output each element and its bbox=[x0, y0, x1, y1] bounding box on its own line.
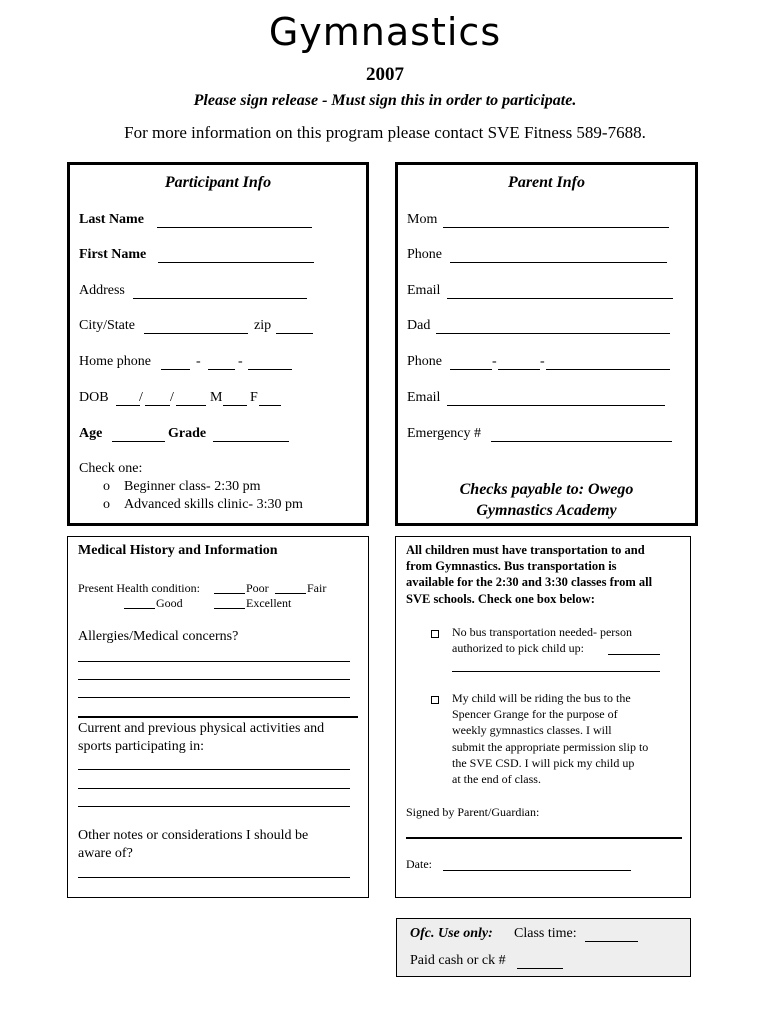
dob-year-field[interactable] bbox=[176, 405, 206, 406]
checks-payable-line-1: Checks payable to: Owego bbox=[459, 481, 634, 498]
bus-line-4: submit the appropriate permission slip to bbox=[452, 740, 649, 754]
transport-intro-line-1: All children must have transportation to and bbox=[406, 543, 645, 557]
medical-heading: Medical History and Information bbox=[78, 543, 278, 558]
dad-label: Dad bbox=[407, 318, 431, 333]
dob-day-field[interactable] bbox=[145, 405, 170, 406]
health-poor-label: Poor bbox=[246, 581, 269, 595]
activities-line-2[interactable] bbox=[78, 788, 350, 789]
option-beginner-bullet[interactable]: o bbox=[103, 479, 110, 494]
age-field[interactable] bbox=[112, 441, 165, 442]
home-phone-label: Home phone bbox=[79, 354, 151, 369]
present-health-label: Present Health condition: bbox=[78, 581, 200, 595]
transport-intro-line-3: available for the 2:30 and 3:30 classes from all bbox=[406, 575, 653, 589]
home-phone-line-field[interactable] bbox=[248, 369, 292, 370]
emergency-label: Emergency # bbox=[407, 426, 481, 441]
home-phone-area-field[interactable] bbox=[161, 369, 190, 370]
activities-label-line-2: sports participating in: bbox=[78, 739, 204, 754]
mom-email-field[interactable] bbox=[447, 298, 673, 299]
participant-info-heading: Participant Info bbox=[164, 174, 272, 191]
participant-info-box bbox=[67, 162, 369, 526]
option-beginner-label: Beginner class- 2:30 pm bbox=[124, 479, 261, 494]
health-fair-field[interactable] bbox=[275, 593, 306, 594]
checks-payable-line-2: Gymnastics Academy bbox=[476, 502, 617, 519]
dad-email-label: Email bbox=[407, 390, 441, 405]
grade-field[interactable] bbox=[213, 441, 289, 442]
dad-phone-prefix-field[interactable] bbox=[498, 369, 540, 370]
mom-phone-field[interactable] bbox=[450, 262, 667, 263]
dob-label: DOB bbox=[79, 390, 109, 405]
medical-history-box bbox=[67, 536, 369, 898]
home-phone-dash-1: - bbox=[196, 354, 201, 369]
other-notes-line-1[interactable] bbox=[78, 877, 350, 878]
dob-slash-1: / bbox=[139, 390, 143, 405]
age-label: Age bbox=[79, 426, 103, 441]
date-field[interactable] bbox=[443, 870, 631, 871]
check-one-label: Check one: bbox=[79, 461, 143, 476]
female-label: F bbox=[250, 390, 258, 405]
home-phone-dash-2: - bbox=[238, 354, 243, 369]
dad-email-field[interactable] bbox=[447, 405, 665, 406]
release-notice: Please sign release - Must sign this in order to participate. bbox=[193, 92, 577, 109]
mom-field[interactable] bbox=[443, 227, 669, 228]
other-notes-label-line-1: Other notes or considerations I should be bbox=[78, 828, 309, 843]
dad-phone-label: Phone bbox=[407, 354, 442, 369]
transportation-box bbox=[395, 536, 691, 898]
date-label: Date: bbox=[406, 857, 432, 871]
signed-by-label: Signed by Parent/Guardian: bbox=[406, 805, 540, 819]
no-bus-checkbox[interactable] bbox=[431, 630, 439, 638]
zip-field[interactable] bbox=[276, 333, 313, 334]
form-year: 2007 bbox=[366, 64, 404, 85]
option-advanced-bullet[interactable]: o bbox=[103, 497, 110, 512]
allergies-label: Allergies/Medical concerns? bbox=[78, 629, 239, 644]
paid-label: Paid cash or ck # bbox=[410, 953, 506, 968]
office-use-box bbox=[396, 918, 691, 977]
bus-line-5: the SVE CSD. I will pick my child up bbox=[452, 756, 635, 770]
option-advanced-label: Advanced skills clinic- 3:30 pm bbox=[124, 497, 303, 512]
dad-field[interactable] bbox=[436, 333, 670, 334]
first-name-field[interactable] bbox=[158, 262, 314, 263]
city-state-label: City/State bbox=[79, 318, 135, 333]
health-excellent-field[interactable] bbox=[214, 608, 245, 609]
address-field[interactable] bbox=[133, 298, 307, 299]
bus-line-6: at the end of class. bbox=[452, 772, 541, 786]
parent-info-heading: Parent Info bbox=[508, 174, 585, 191]
allergies-line-1[interactable] bbox=[78, 661, 350, 662]
grade-label: Grade bbox=[168, 426, 207, 441]
activities-line-1[interactable] bbox=[78, 769, 350, 770]
bus-line-3: weekly gymnastics classes. I will bbox=[452, 723, 612, 737]
allergies-line-3[interactable] bbox=[78, 697, 350, 698]
dad-phone-dash-1: - bbox=[492, 354, 497, 369]
mom-email-label: Email bbox=[407, 283, 441, 298]
city-state-field[interactable] bbox=[144, 333, 248, 334]
health-good-field[interactable] bbox=[124, 608, 155, 609]
parent-info-box bbox=[395, 162, 698, 526]
bus-line-1: My child will be riding the bus to the bbox=[452, 691, 631, 705]
bus-line-2: Spencer Grange for the purpose of bbox=[452, 707, 618, 721]
other-notes-label-line-2: aware of? bbox=[78, 846, 133, 861]
no-bus-line-1: No bus transportation needed- person bbox=[452, 625, 632, 639]
dob-slash-2: / bbox=[170, 390, 174, 405]
mom-label: Mom bbox=[407, 212, 438, 227]
health-poor-field[interactable] bbox=[214, 593, 245, 594]
zip-label: zip bbox=[254, 318, 272, 333]
dad-phone-area-field[interactable] bbox=[450, 369, 492, 370]
last-name-label: Last Name bbox=[79, 212, 144, 227]
first-name-label: First Name bbox=[79, 247, 147, 262]
no-bus-line-2: authorized to pick child up: bbox=[452, 641, 584, 655]
female-field[interactable] bbox=[259, 405, 281, 406]
class-time-field[interactable] bbox=[585, 941, 638, 942]
activities-label-line-1: Current and previous physical activities and bbox=[78, 721, 325, 736]
transport-intro-line-2: from Gymnastics. Bus transportation is bbox=[406, 559, 617, 573]
home-phone-prefix-field[interactable] bbox=[208, 369, 235, 370]
activities-line-3[interactable] bbox=[78, 806, 350, 807]
form-title: Gymnastics bbox=[268, 10, 502, 54]
health-excellent-label: Excellent bbox=[246, 596, 292, 610]
transport-intro-line-4: SVE schools. Check one box below: bbox=[406, 592, 595, 606]
dad-phone-line-field[interactable] bbox=[546, 369, 670, 370]
mom-phone-label: Phone bbox=[407, 247, 442, 262]
emergency-field[interactable] bbox=[491, 441, 672, 442]
dob-month-field[interactable] bbox=[116, 405, 140, 406]
pickup-person-field-1[interactable] bbox=[608, 654, 660, 655]
allergies-separator bbox=[78, 716, 358, 718]
allergies-line-2[interactable] bbox=[78, 679, 350, 680]
pickup-person-field-2[interactable] bbox=[452, 671, 660, 672]
office-use-label: Ofc. Use only: bbox=[410, 926, 493, 941]
signature-field[interactable] bbox=[406, 837, 682, 839]
last-name-field[interactable] bbox=[157, 227, 312, 228]
male-field[interactable] bbox=[223, 405, 247, 406]
address-label: Address bbox=[79, 283, 125, 298]
male-label: M bbox=[210, 390, 223, 405]
health-good-label: Good bbox=[156, 596, 183, 610]
health-fair-label: Fair bbox=[307, 581, 327, 595]
paid-field[interactable] bbox=[517, 968, 563, 969]
bus-checkbox[interactable] bbox=[431, 696, 439, 704]
dad-phone-dash-2: - bbox=[540, 354, 545, 369]
contact-info: For more information on this program please contact SVE Fitness 589-7688. bbox=[124, 123, 646, 142]
class-time-label: Class time: bbox=[514, 926, 577, 941]
